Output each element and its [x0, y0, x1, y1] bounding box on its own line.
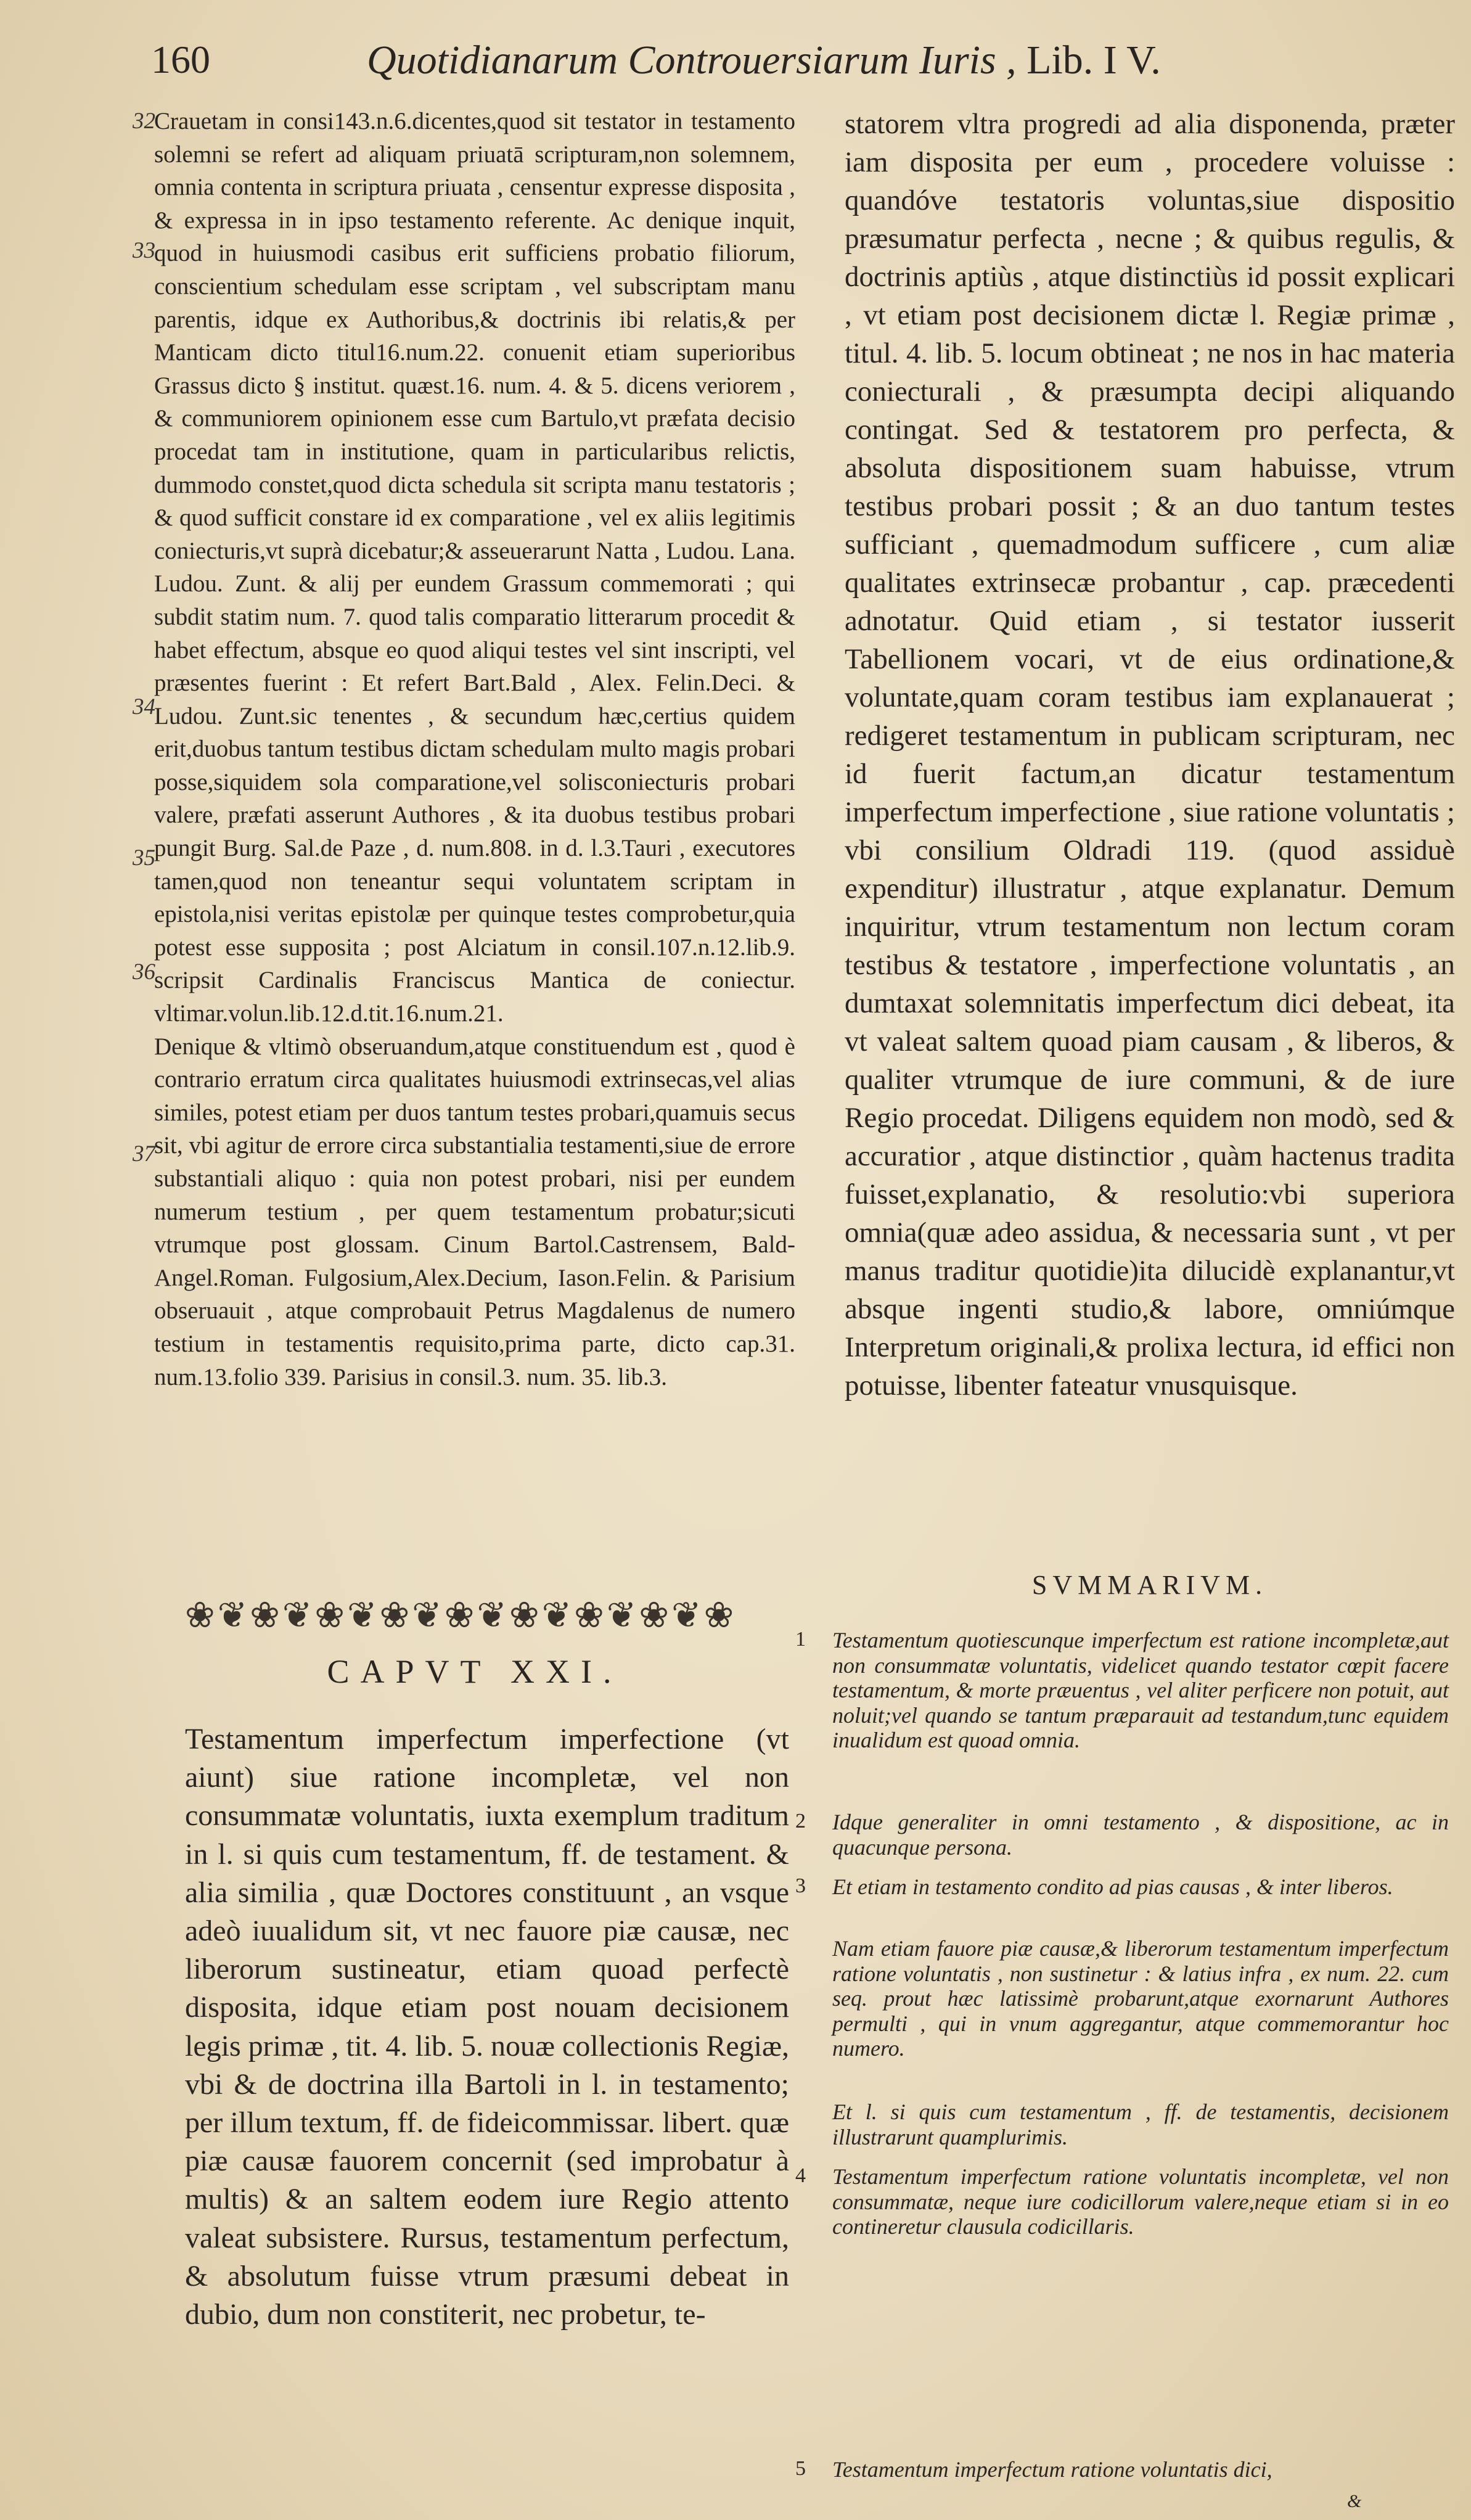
- margin-number: 32: [133, 109, 155, 134]
- summarium-title: SVMMARIVM.: [1031, 1570, 1268, 1600]
- margin-number: 35: [133, 845, 155, 871]
- summary-number: 3: [795, 1874, 806, 1897]
- chapter-heading: CAPVT XXI.: [327, 1653, 623, 1690]
- summary-text: Testamentum imperfectum ratione voluntatis incompletæ, vel non consummatæ, neque iure codicillorum valere,neque etiam si in eo contineretur clausula codicillaris.: [832, 2164, 1449, 2239]
- summary-text: Testamentum imperfectum ratione voluntatis dici,: [832, 2457, 1272, 2482]
- summary-text: Et etiam in testamento condito ad pias causas , & inter liberos.: [832, 1874, 1393, 1899]
- left-paragraph-2: Denique & vltimò obseruandum,atque constituendum est , quod è contrario erratum circa qualitates huiusmodi extrinsecas,vel alias similes, potest etiam per duos tantum testes probari,quamuis secus sit, vbi agitur de errore circa substantialia testamenti,siue de errore substantiali aliquo : quia non potest probari, nisi per eundem numerum testium , per quem testamentum probatur;sicuti vtrumque post glossam. Cinum Bartol.Castrensem, Bald-Angel.Roman. Fulgosium,Alex.Decium, Iason.Felin. & Parisium obseruauit , atque comprobauit Petrus Magdalenus de numero testium in testamentis requisito,prima parte, dicto cap.31. num.13.folio 339. Parisius in consil.3. num. 35. lib.3.: [154, 1033, 795, 1390]
- margin-number: 37: [133, 1141, 155, 1167]
- summary-text: Et l. si quis cum testamentum , ff. de testamentis, decisionem illustrarunt quamplurimis.: [832, 2099, 1449, 2149]
- chapter-argument-text: Testamentum imperfectum imperfectione (vt aiunt) siue ratione incompletæ, vel non consummatæ voluntatis, iuxta exemplum traditum in l. si quis cum testamentum, ff. de testament. & alia similia , quæ Doctores constituunt , an vsque adeò iuualidum sit, vt nec fauore piæ causæ, nec liberorum sustineatur, etiam quoad perfectè disposita, idque etiam post nouam decisionem legis primæ , tit. 4. lib. 5. nouæ collectionis Regiæ, vbi & de doctrina illa Bartoli in l. in testamento; per illum textum, ff. de fideicommissar. libert. quæ piæ causæ fauorem concernit (sed improbatur à multis) & an saltem eodem iure Regio attento valeat subsistere. Rursus, testamentum perfectum, & absolutum fuisse vtrum præsumi debeat in dubio, dum non constiterit, nec probetur, te-: [185, 1723, 789, 2331]
- page-number: 160: [151, 38, 210, 81]
- decorative-ornament-band: ❀❦❀❦❀❦❀❦❀❦❀❦❀❦❀❦❀: [185, 1595, 737, 1635]
- right-column-text: statorem vltra progredi ad alia disponenda, præter iam disposita per eum , procedere voluisse : quandóve testatoris voluntas,siue dispositio præsumatur perfecta , necne ; & quibus regulis, & doctrinis aptiùs , atque distinctiùs id possit explicari , vt etiam post decisionem dictæ l. Regiæ primæ , titul. 4. lib. 5. locum obtineat ; ne nos in hac materia coniecturali , & præsumpta decipi aliquando contingat. Sed & testatorem pro perfecta, & absoluta dispositionem suam habuisse, vtrum testibus probari possit ; & an duo tantum testes sufficiant , quemadmodum sufficere , cum aliæ qualitates extrinsecæ probantur , cap. præcedenti adnotatur. Quid etiam , si testator iusserit Tabellionem vocari, vt de eius ordinatione,& voluntate,quam coram testibus iam explanauerat ; redigeret testamentum in publicam scripturam, nec id fuerit factum,an dicatur testamentum imperfectum imperfectione , siue ratione voluntatis ; vbi consilium Oldradi 119. (quod assiduè expenditur) illustratur , atque explanatur. Demum inquiritur, vtrum testamentum non lectum coram testibus & testatore , imperfectione voluntatis , an dumtaxat solemnitatis imperfectum dici debeat, ita vt valeat saltem quoad piam causam , & liberos, & qualiter vtrumque de iure communi, & de iure Regio procedat. Diligens equidem non modò, sed & accuratior , atque distinctior , quàm hactenus tradita fuisset,explanatio, & resolutio:vbi superiora omnia(quæ adeo assidua, & necessaria sunt , vt per manus traditur quotidie)ita dilucidè explanantur,vt absque ingenti studio,& labore, omniúmque Interpretum originali,& prolixa lectura, id effici non potuisse, libenter fateatur vnusquisque.: [845, 108, 1455, 1402]
- margin-number: 36: [133, 959, 155, 985]
- summary-number: 4: [795, 2164, 806, 2187]
- running-title-text: Quotidianarum Controuersiarum Iuris ,: [367, 38, 1017, 83]
- running-header: [151, 37, 1211, 99]
- summary-text: Testamentum quotiescunque imperfectum est ratione incompletæ,aut non consummatæ voluntatis, videlicet quando testator cœpit facere testamentum, & morte præuentus , vel aliter perficere non potuit, aut noluit;vel quando se tantum præparauit ad testandum,tunc equidem inualidum est quoad omnia.: [832, 1628, 1449, 1752]
- summary-text: Idque generaliter in omni testamento , & dispositione, ac in quacunque persona.: [832, 1810, 1449, 1860]
- chapter-argument: [185, 1720, 789, 2334]
- right-column: [845, 105, 1455, 1405]
- summary-number: 2: [795, 1810, 806, 1833]
- summary-text: Nam etiam fauore piæ causæ,& liberorum testamentum imperfectum ratione voluntatis , non sustinetur : & latius infra , ex num. 22. cum seq. prout hæc latissimè probarunt,atque exornarunt Authores permulti , qui in vnum aggregantur, atque commemorantur hoc numero.: [832, 1936, 1449, 2061]
- running-title: [367, 37, 1161, 84]
- summary-number: 5: [795, 2457, 806, 2480]
- book-number: Lib. I V.: [1016, 38, 1161, 83]
- left-paragraph-1: Crauetam in consi143.n.6.dicentes,quod sit testator in testamento solemni se refert ad aliquam priuatā scripturam,non solemnem, omnia contenta in scriptura priuata , censentur expresse disposita , & expressa in in ipso testamento referente. Ac denique inquit, quod in huiusmodi casibus erit sufficiens probatio filiorum, conscientium schedulam esse scriptam , vel subscriptam manu parentis, idque ex Authoribus,& doctrinis ibi relatis,& per Manticam dicto titul16.num.22. conuenit etiam superioribus Grassus dicto § institut. quæst.16. num. 4. & 5. dicens veriorem , & communiorem opinionem esse cum Bartulo,vt præfata decisio procedat tam in institutione, quam in particularibus relictis, dummodo constet,quod dicta schedula sit scripta manu testatoris ; & quod sufficit constare id ex comparatione , vel ex aliis legitimis coniecturis,vt suprà dicebatur;& asseuerarunt Natta , Ludou. Lana. Ludou. Zunt. & alij per eundem Grassum commemorati ; qui subdit statim num. 7. quod talis comparatio litterarum procedit & habet effectum, absque eo quod aliqui testes vel sint inscripti, vel præsentes fuerint : Et refert Bart.Bald , Alex. Felin.Deci. & Ludou. Zunt.sic tenentes , & secundum hæc,certius quidem erit,duobus tantum testibus dictam schedulam multo magis probari posse,siquidem sola comparatione,vel solisconiecturis probari valere, præfati asserunt Authores , & ita duobus testibus probari pungit Burg. Sal.de Paze , d. num.808. in d. l.3.Tauri , executores tamen,quod non teneantur sequi voluntatem scriptam in epistola,nisi veritas epistolæ per quinque testes comprobetur,quia potest esse supposita ; post Alciatum in consil.107.n.12.lib.9. scripsit Cardinalis Franciscus Mantica de coniectur. vltimar.volun.lib.12.d.tit.16.num.21.: [154, 108, 795, 1027]
- margin-number: 33: [133, 238, 155, 263]
- margin-number: 34: [133, 694, 155, 720]
- left-column: [154, 105, 795, 1393]
- summary-number: 1: [795, 1628, 806, 1651]
- catchword: &: [1347, 2491, 1362, 2511]
